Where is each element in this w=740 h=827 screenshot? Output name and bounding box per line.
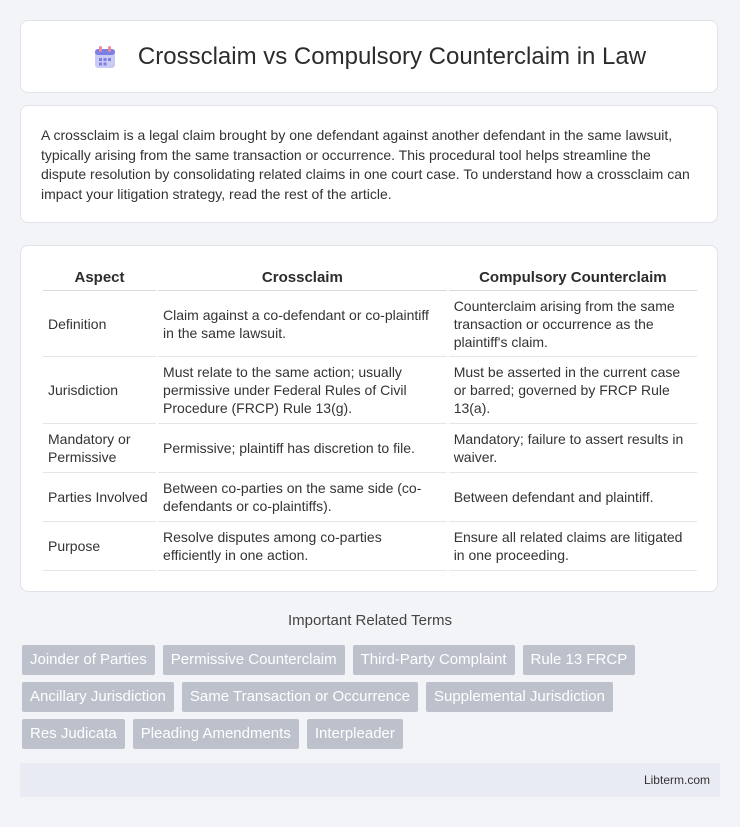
row-crossclaim: Resolve disputes among co-parties efficiently in one action. xyxy=(158,522,447,571)
table-row xyxy=(43,424,697,473)
row-crossclaim: Must relate to the same action; usually permissive under Federal Rules of Civil Procedure (FRCP) Rule 13(g). xyxy=(158,357,447,424)
term-tag[interactable]: Pleading Amendments xyxy=(133,719,299,749)
table-row xyxy=(43,522,697,571)
intro-paragraph: A crossclaim is a legal claim brought by one defendant against another defendant in the same lawsuit, typically arising from the same transaction or occurrence. This procedural tool helps streamline the dispute resolution by consolidating related claims in one court case. To understand how a crossclaim can impact your litigation strategy, read the rest of the article. xyxy=(41,127,690,202)
row-aspect: Jurisdiction xyxy=(43,357,156,424)
row-aspect: Parties Involved xyxy=(43,473,156,522)
row-counterclaim: Must be asserted in the current case or barred; governed by FRCP Rule 13(a). xyxy=(449,357,697,424)
page-title: Crossclaim vs Compulsory Counterclaim in Law xyxy=(137,42,647,70)
row-aspect: Purpose xyxy=(43,522,156,571)
row-counterclaim: Between defendant and plaintiff. xyxy=(449,473,697,522)
term-tag[interactable]: Same Transaction or Occurrence xyxy=(182,682,418,712)
term-tag[interactable]: Res Judicata xyxy=(22,719,125,749)
calendar-icon xyxy=(92,44,118,70)
term-tag[interactable]: Permissive Counterclaim xyxy=(163,645,345,675)
term-tag[interactable]: Rule 13 FRCP xyxy=(523,645,636,675)
row-counterclaim: Mandatory; failure to assert results in waiver. xyxy=(449,424,697,473)
header-compulsory-counterclaim: Compulsory Counterclaim xyxy=(449,264,697,291)
footer-site-link[interactable]: Libterm.com xyxy=(643,773,710,787)
table-row xyxy=(43,357,697,424)
row-aspect: Definition xyxy=(43,291,156,357)
table-header-row xyxy=(43,264,697,291)
row-crossclaim: Permissive; plaintiff has discretion to file. xyxy=(158,424,447,473)
related-terms-heading: Important Related Terms xyxy=(288,612,452,629)
comparison-card xyxy=(20,245,718,592)
comparison-table xyxy=(41,264,699,571)
footer xyxy=(20,763,720,797)
row-counterclaim: Counterclaim arising from the same transaction or occurrence as the plaintiff's claim. xyxy=(449,291,697,357)
table-row xyxy=(43,291,697,357)
row-crossclaim: Claim against a co-defendant or co-plaintiff in the same lawsuit. xyxy=(158,291,447,357)
term-tag[interactable]: Joinder of Parties xyxy=(22,645,155,675)
row-aspect: Mandatory or Permissive xyxy=(43,424,156,473)
row-counterclaim: Ensure all related claims are litigated in one proceeding. xyxy=(449,522,697,571)
related-terms-list xyxy=(22,645,722,749)
row-crossclaim: Between co-parties on the same side (co-defendants or co-plaintiffs). xyxy=(158,473,447,522)
term-tag[interactable]: Ancillary Jurisdiction xyxy=(22,682,174,712)
header-aspect: Aspect xyxy=(43,264,156,291)
intro-card xyxy=(20,105,718,223)
term-tag[interactable]: Supplemental Jurisdiction xyxy=(426,682,613,712)
header-crossclaim: Crossclaim xyxy=(158,264,447,291)
term-tag[interactable]: Interpleader xyxy=(307,719,403,749)
table-row xyxy=(43,473,697,522)
term-tag[interactable]: Third-Party Complaint xyxy=(353,645,515,675)
title-card xyxy=(20,20,718,93)
